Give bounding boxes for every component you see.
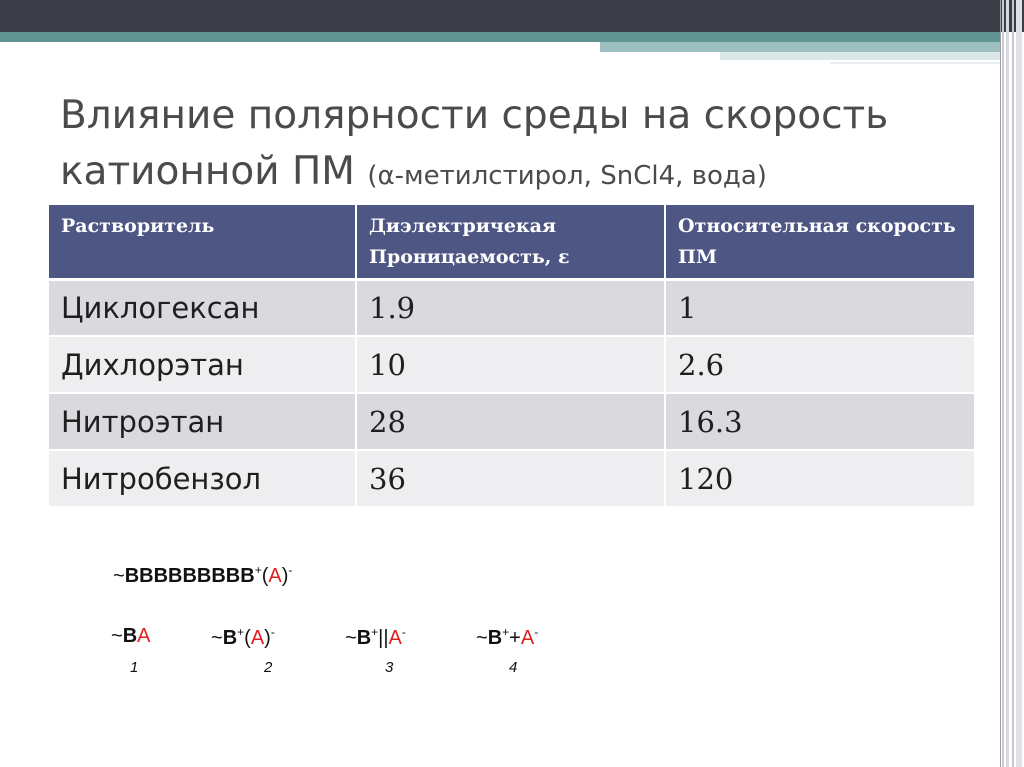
ion-state-4 xyxy=(476,625,538,650)
ion-separator: + xyxy=(509,627,521,649)
ion-anion: A xyxy=(137,625,151,647)
column-header-permittivity: Диэлектричекая Проницаемость, ε xyxy=(356,205,665,279)
ion-cation-charge: + xyxy=(371,625,379,639)
relative-rate-cell: 16.3 xyxy=(665,393,974,450)
chain-text: BBBBBBBBB xyxy=(124,565,255,587)
ion-tilde: ~ xyxy=(211,627,223,649)
ion-tilde: ~ xyxy=(111,625,123,647)
ion-state-number: 1 xyxy=(130,659,139,676)
column-header-relative-rate: Относительная скорость ПМ xyxy=(665,205,974,279)
header-band-teal-light xyxy=(600,42,1000,52)
ion-state-3 xyxy=(345,625,406,650)
relative-rate-cell: 120 xyxy=(665,450,974,507)
slide-title-text: Влияние полярности среды на скорость катионной ПМ xyxy=(60,93,889,194)
solvent-cell: Циклогексан xyxy=(49,279,356,336)
chain-minus-charge: - xyxy=(288,563,293,577)
ion-anion: A xyxy=(520,627,535,649)
header-band-pale xyxy=(720,52,1000,60)
ion-cation-charge: + xyxy=(502,625,510,639)
table-header-row xyxy=(49,205,974,279)
slide-subtitle: (α-метилстирол, SnCl4, вода) xyxy=(367,161,767,191)
table-row xyxy=(49,279,974,336)
chain-formula xyxy=(113,563,292,588)
solvent-cell: Нитроэтан xyxy=(49,393,356,450)
ion-tilde: ~ xyxy=(476,627,488,649)
permittivity-cell: 1.9 xyxy=(356,279,665,336)
ion-paren-close: ) xyxy=(264,627,271,649)
ion-anion-charge: - xyxy=(534,625,539,639)
chain-tilde: ~ xyxy=(113,565,125,587)
chain-paren-open: ( xyxy=(261,565,269,587)
ion-cation: B xyxy=(122,625,138,647)
slide-title xyxy=(60,88,980,204)
chain-anion: A xyxy=(268,565,282,587)
ion-state-number: 3 xyxy=(385,659,394,676)
column-header-solvent: Растворитель xyxy=(49,205,356,279)
ion-anion: A xyxy=(388,627,402,649)
header-band-dark xyxy=(0,0,1024,32)
ion-state-number: 2 xyxy=(264,659,273,676)
ion-tilde: ~ xyxy=(345,627,357,649)
permittivity-cell: 10 xyxy=(356,336,665,393)
ion-paren-open: ( xyxy=(244,627,251,649)
header-band-line xyxy=(830,62,1000,64)
ion-cation-charge: + xyxy=(237,625,245,639)
header-band-teal xyxy=(0,32,1000,42)
solvent-cell: Нитробензол xyxy=(49,450,356,507)
ion-state-2 xyxy=(211,625,275,650)
solvent-table xyxy=(49,205,974,508)
chain-plus-charge: + xyxy=(254,563,262,577)
page-edge-decoration xyxy=(1000,0,1024,767)
relative-rate-cell: 1 xyxy=(665,279,974,336)
ion-state-1 xyxy=(111,625,150,648)
ion-separator: || xyxy=(378,627,389,649)
ion-anion-charge: - xyxy=(401,625,406,639)
permittivity-cell: 36 xyxy=(356,450,665,507)
ion-cation: B xyxy=(487,627,503,649)
ion-anion-charge: - xyxy=(270,625,275,639)
table-row xyxy=(49,450,974,507)
ion-cation: B xyxy=(222,627,238,649)
chain-paren-close: ) xyxy=(281,565,289,587)
table-row xyxy=(49,393,974,450)
ion-state-number: 4 xyxy=(509,659,518,676)
table-row xyxy=(49,336,974,393)
permittivity-cell: 28 xyxy=(356,393,665,450)
ion-anion: A xyxy=(250,627,265,649)
relative-rate-cell: 2.6 xyxy=(665,336,974,393)
solvent-cell: Дихлорэтан xyxy=(49,336,356,393)
ion-cation: B xyxy=(356,627,372,649)
